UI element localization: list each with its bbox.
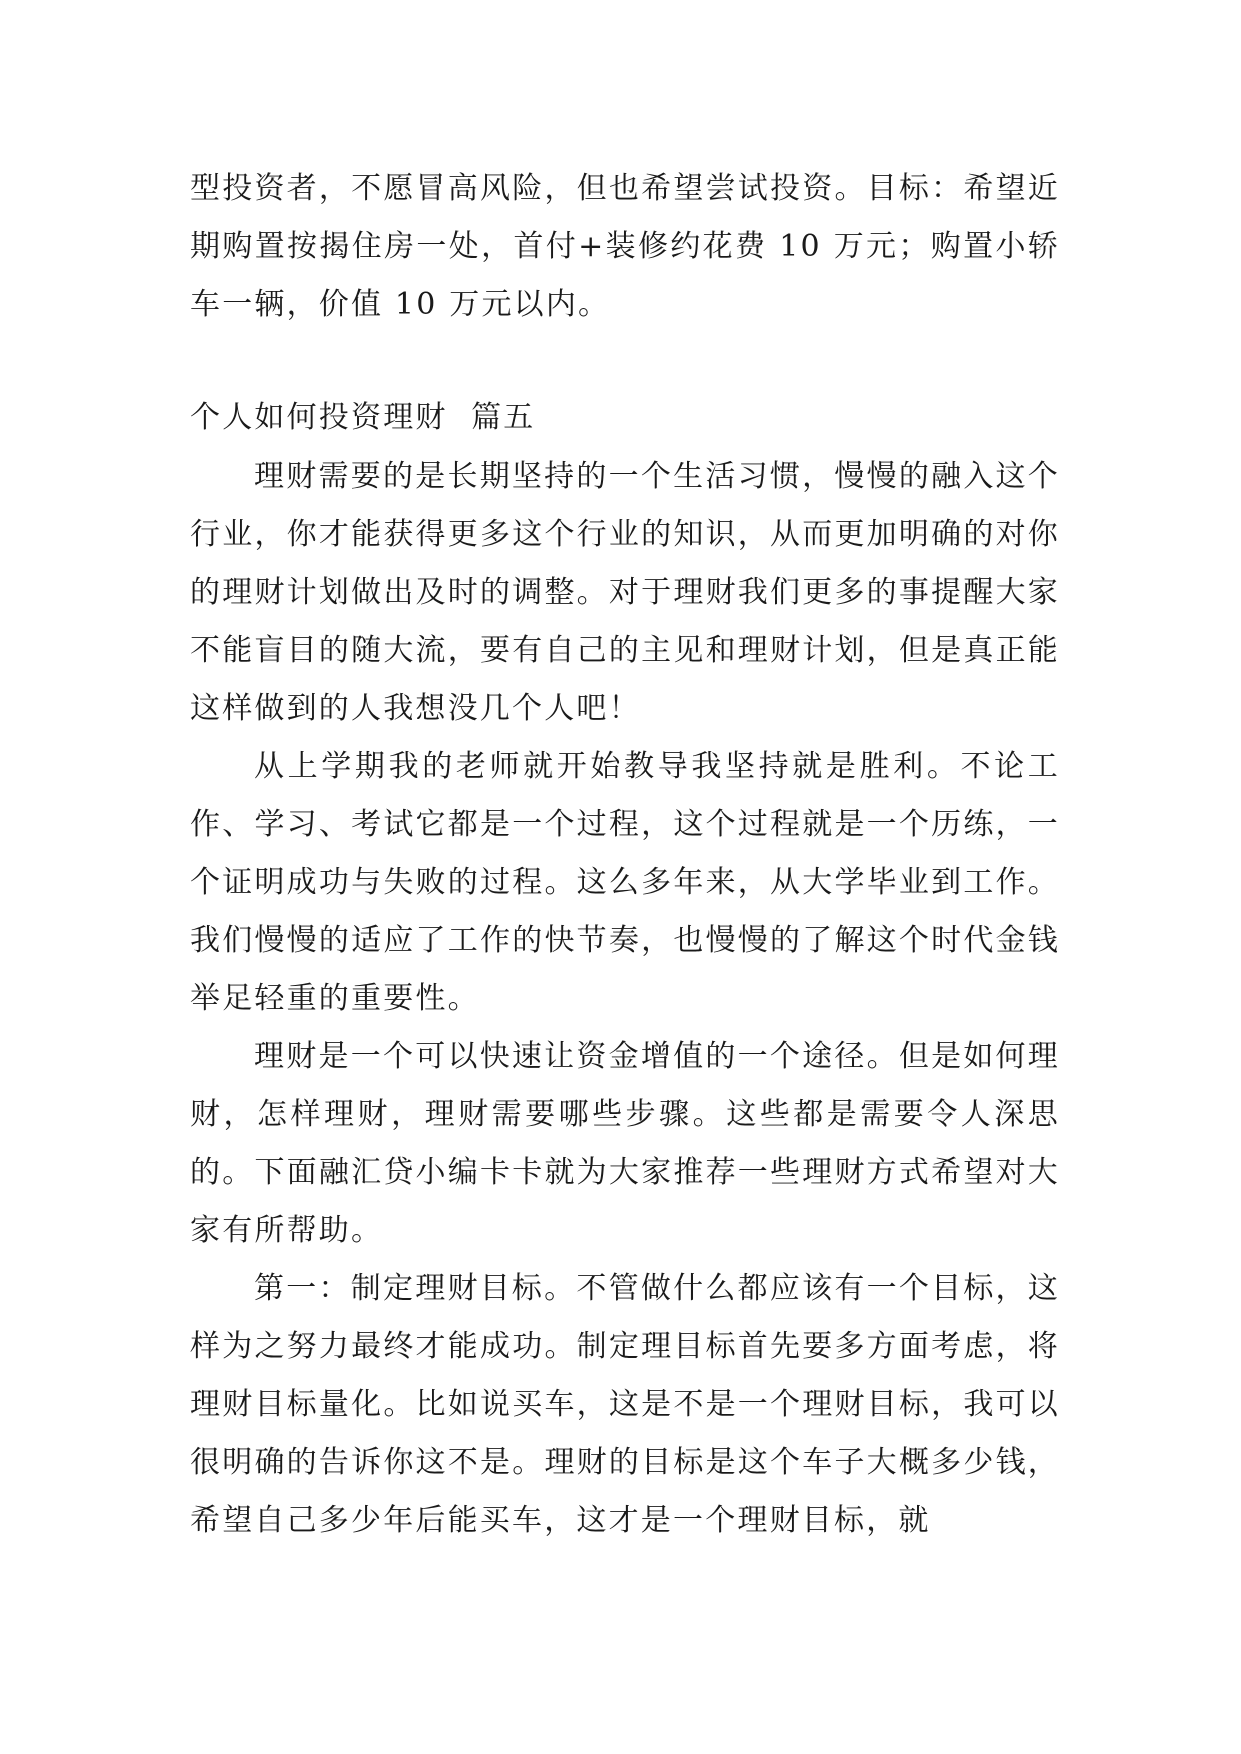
body-paragraph-2: 从上学期我的老师就开始教导我坚持就是胜利。不论工作、学习、考试它都是一个过程，这个过程就是一个历练，一个证明成功与失败的过程。这么多年来，从大学毕业到工作。我们慢慢的适应了工作的快节奏，也慢慢的了解这个时代金钱举足轻重的重要性。 <box>190 749 1060 1016</box>
intro-paragraph: 型投资者，不愿冒高风险，但也希望尝试投资。目标：希望近期购置按揭住房一处，首付+装修约花费 10 万元；购置小轿车一辆，价值 10 万元以内。 <box>190 171 1060 322</box>
body-text <box>190 448 1060 1550</box>
body-paragraph-4: 第一：制定理财目标。不管做什么都应该有一个目标，这样为之努力最终才能成功。制定理目标首先要多方面考虑，将理财目标量化。比如说买车，这是不是一个理财目标，我可以很明确的告诉你这不是。理财的目标是这个车子大概多少钱，希望自己多少年后能买车，这才是一个理财目标，就 <box>190 1271 1060 1538</box>
body-paragraph-3: 理财是一个可以快速让资金增值的一个途径。但是如何理财，怎样理财，理财需要哪些步骤。这些都是需要令人深思的。下面融汇贷小编卡卡就为大家推荐一些理财方式希望对大家有所帮助。 <box>190 1039 1060 1248</box>
intro-block <box>190 160 1060 334</box>
body-paragraph-1: 理财需要的是长期坚持的一个生活习惯，慢慢的融入这个行业，你才能获得更多这个行业的知识，从而更加明确的对你的理财计划做出及时的调整。对于理财我们更多的事提醒大家不能盲目的随大流，要有自己的主见和理财计划，但是真正能这样做到的人我想没几个人吧！ <box>190 459 1060 726</box>
section-heading: 个人如何投资理财 篇五 <box>190 400 536 435</box>
section-heading-block <box>190 389 1060 447</box>
